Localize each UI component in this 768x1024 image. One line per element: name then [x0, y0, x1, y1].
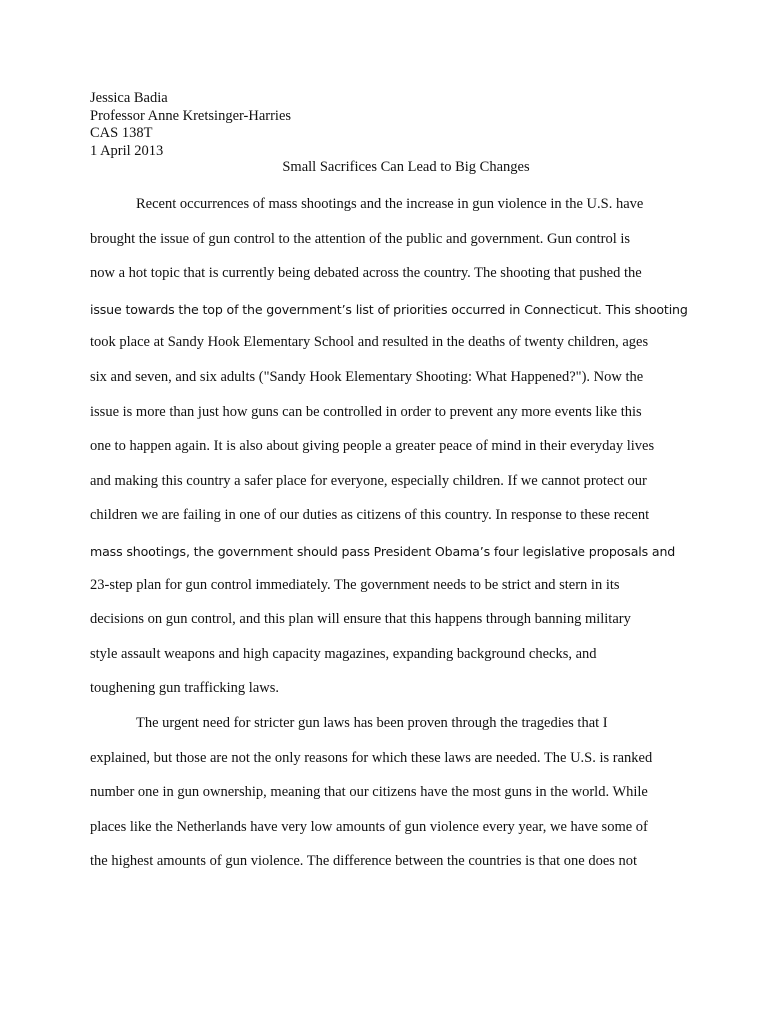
heading-block	[90, 90, 291, 160]
body-line: one to happen again. It is also about giving people a greater peace of mind in their everyday lives	[90, 438, 655, 455]
body-line: explained, but those are not the only reasons for which these laws are needed. The U.S. is ranked	[90, 749, 653, 766]
body-line: issue towards the top of the government’s list of priorities occurred in Connecticut. This shooting	[90, 301, 688, 317]
date-line: 1 April 2013	[90, 142, 164, 159]
body-line: mass shootings, the government should pass President Obama’s four legislative proposals and	[90, 543, 676, 559]
body-line: the highest amounts of gun violence. The difference between the countries is that one does not	[90, 853, 638, 870]
body-line: and making this country a safer place for everyone, especially children. If we cannot protect our	[90, 472, 647, 489]
essay-title: Small Sacrifices Can Lead to Big Changes	[282, 159, 530, 175]
body-line: now a hot topic that is currently being debated across the country. The shooting that pushed the	[90, 265, 642, 282]
body-line: style assault weapons and high capacity magazines, expanding background checks, and	[90, 645, 597, 662]
body-line: took place at Sandy Hook Elementary School and resulted in the deaths of twenty children, ages	[90, 334, 649, 351]
body-line: The urgent need for stricter gun laws has been proven through the tragedies that I	[136, 715, 608, 731]
body-line: children we are failing in one of our duties as citizens of this country. In response to these recent	[90, 507, 650, 524]
body-line: brought the issue of gun control to the attention of the public and government. Gun control is	[90, 230, 631, 247]
body-line: places like the Netherlands have very low amounts of gun violence every year, we have some of	[90, 818, 648, 835]
body-line: toughening gun trafficking laws.	[90, 680, 280, 697]
body-line: Recent occurrences of mass shootings and the increase in gun violence in the U.S. have	[136, 196, 644, 212]
course-code: CAS 138T	[90, 125, 153, 141]
body-line: decisions on gun control, and this plan will ensure that this happens through banning military	[90, 611, 631, 628]
body-line: number one in gun ownership, meaning that our citizens have the most guns in the world. While	[90, 784, 648, 801]
body-line: 23-step plan for gun control immediately. The government needs to be strict and stern in its	[90, 576, 620, 593]
body-line: issue is more than just how guns can be controlled in order to prevent any more events like this	[90, 403, 642, 420]
body-line: six and seven, and six adults ("Sandy Hook Elementary Shooting: What Happened?"). Now the	[90, 369, 644, 385]
professor-name: Professor Anne Kretsinger-Harries	[90, 107, 292, 124]
author-name: Jessica Badia	[90, 90, 168, 106]
